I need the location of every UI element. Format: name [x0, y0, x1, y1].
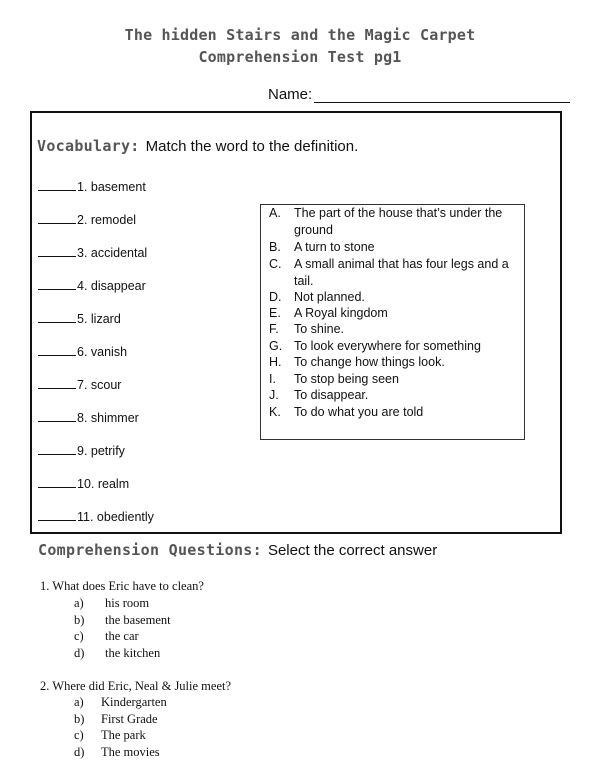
definition-k: K. To do what you are told: [269, 405, 424, 419]
name-field-row: [268, 86, 570, 103]
definition-f: F. To shine.: [269, 322, 345, 336]
answer-blank[interactable]: [38, 180, 76, 191]
definition-i: I. To stop being seen: [269, 372, 399, 386]
vocab-word-10: 10. realm: [38, 477, 129, 491]
question-1-option-c[interactable]: c) the car: [74, 629, 139, 643]
comprehension-heading: [38, 541, 437, 559]
definitions-box: [260, 204, 525, 440]
comprehension-heading-label: Comprehension Questions:: [38, 541, 262, 559]
worksheet-title-line-1: The hidden Stairs and the Magic Carpet: [124, 26, 476, 44]
vocab-word-8: 8. shimmer: [38, 411, 139, 425]
definition-a: A. The part of the house that’s under the ground: [269, 206, 503, 237]
question-1-option-b[interactable]: b) the basement: [74, 613, 171, 627]
question-1-option-a[interactable]: a) his room: [74, 596, 150, 610]
vocab-word-2: 2. remodel: [38, 213, 136, 227]
definition-h: H. To change how things look.: [269, 355, 445, 369]
name-blank-line[interactable]: [314, 86, 570, 103]
question-2-option-d[interactable]: d) The movies: [74, 745, 160, 759]
answer-blank[interactable]: [38, 213, 76, 224]
vocab-word-1: 1. basement: [38, 180, 146, 194]
worksheet-title-line-2: Comprehension Test pg1: [198, 48, 402, 66]
answer-blank[interactable]: [38, 411, 76, 422]
vocab-word-7: 7. scour: [38, 378, 121, 392]
answer-blank[interactable]: [38, 477, 76, 488]
question-2-option-b[interactable]: b) First Grade: [74, 712, 158, 726]
answer-blank[interactable]: [38, 444, 76, 455]
definition-d: D. Not planned.: [269, 290, 365, 304]
definition-j: J. To disappear.: [269, 388, 369, 402]
vocab-word-6: 6. vanish: [38, 345, 127, 359]
answer-blank[interactable]: [38, 279, 76, 290]
answer-blank[interactable]: [38, 378, 76, 389]
name-label: Name:: [268, 86, 313, 103]
definition-c: C. A small animal that has four legs and a tail.: [269, 257, 509, 288]
question-2-option-a[interactable]: a) Kindergarten: [74, 695, 167, 709]
answer-blank[interactable]: [38, 345, 76, 356]
answer-blank[interactable]: [38, 510, 76, 521]
vocab-word-4: 4. disappear: [38, 279, 146, 293]
vocabulary-heading-label: Vocabulary:: [37, 137, 140, 155]
vocab-word-5: 5. lizard: [38, 312, 121, 326]
vocab-word-3: 3. accidental: [38, 246, 147, 260]
question-1-option-d[interactable]: d) the kitchen: [74, 646, 161, 660]
answer-blank[interactable]: [38, 246, 76, 257]
question-2-prompt: 2. Where did Eric, Neal & Julie meet?: [40, 679, 232, 693]
definition-b: B. A turn to stone: [269, 240, 375, 254]
vocab-word-9: 9. petrify: [38, 444, 125, 458]
vocab-word-11: 11. obediently: [38, 510, 154, 524]
vocabulary-instruction: Match the word to the definition.: [145, 138, 359, 155]
vocabulary-heading: [37, 137, 358, 155]
comprehension-instruction: Select the correct answer: [267, 542, 438, 559]
question-2-option-c[interactable]: c) The park: [74, 728, 146, 742]
definition-e: E. A Royal kingdom: [269, 306, 388, 320]
definition-g: G. To look everywhere for something: [269, 339, 481, 353]
question-1-prompt: 1. What does Eric have to clean?: [40, 579, 204, 593]
answer-blank[interactable]: [38, 312, 76, 323]
